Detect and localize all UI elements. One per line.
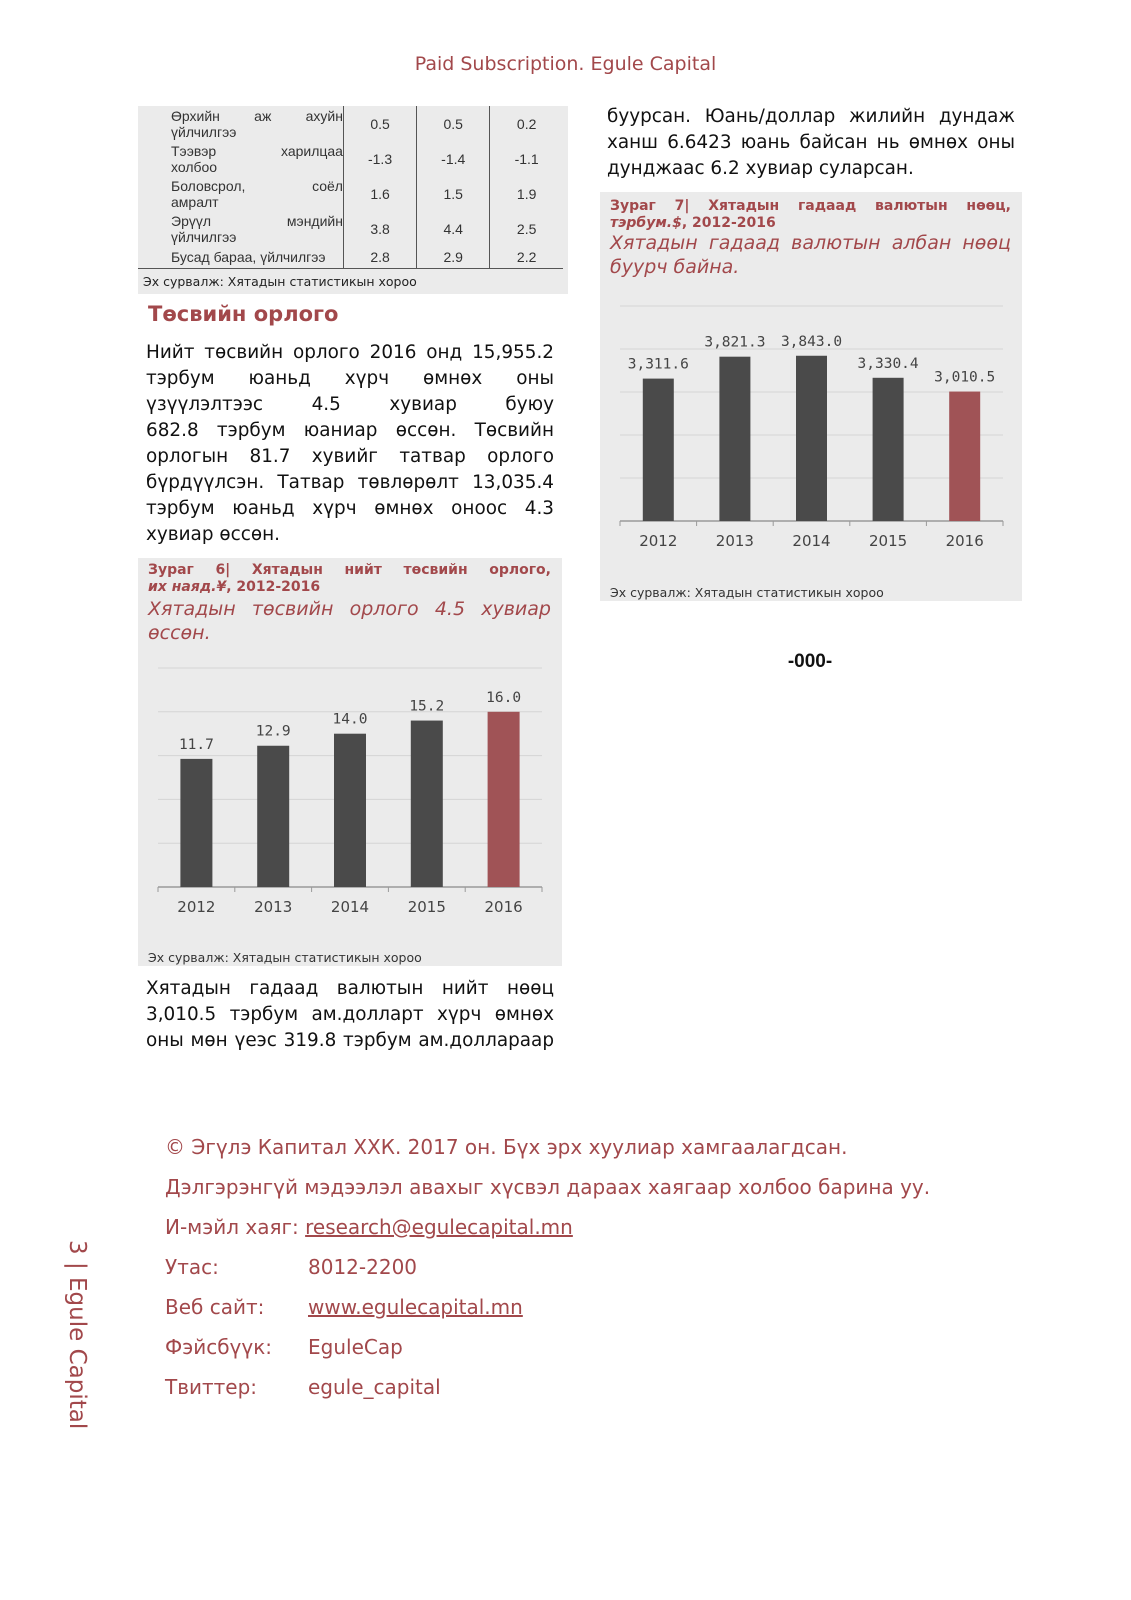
chart6-caption-line1: Зураг 6| Хятадын нийт төсвийн орлого, [148,562,551,578]
email-label: И-мэйл хаяг: [165,1215,299,1239]
table-row-label-line: Өрхийн аж ахуйн [171,107,343,124]
cpi-table [138,106,568,294]
table-cell: 2.9 [417,246,490,268]
chart6-tick-label: 2015 [407,898,446,916]
twitter-label: Твиттер: [165,1375,258,1399]
paragraph-line: орлогын 81.7 хувийг татвар орлого [146,446,554,467]
table-cell: 0.5 [417,106,490,141]
table-cell: -1.4 [417,141,490,176]
chart6-bar-2012 [180,759,212,887]
table-row-label-line: Бусад бараа, үйлчилгээ [171,248,326,265]
page-header: Paid Subscription. Egule Capital [414,53,717,75]
chart6-tick-label: 2012 [177,898,216,916]
table-row-label [138,246,343,268]
table-row-label [138,176,343,211]
budget-paragraph [146,340,554,548]
chart6-data-label: 15.2 [409,698,445,715]
chart6-bar-2015 [411,721,443,887]
chart7-source: Эх сурвалж: Хятадын статистикын хороо [610,585,884,600]
chart6-plot [138,558,562,966]
twitter-value: egule_capital [308,1375,441,1399]
chart7-bar-2016 [949,392,980,521]
paragraph-line: Нийт төсвийн орлого 2016 онд 15,955.2 [146,342,554,363]
chart7-bar-2013 [719,357,750,521]
table-row-label-line: үйлчилгээ [171,123,237,140]
paragraph-line: Хятадын гадаад валютын нийт нөөц [146,978,554,999]
chart7-caption-years: , 2012-2016 [681,215,776,231]
table-row [138,141,563,176]
email-row [165,1213,930,1253]
chart7-data-label: 3,843.0 [780,333,843,350]
paragraph-line: дунджаас 6.2 хувиар суларсан. [607,158,914,179]
chart7-data-label: 3,010.5 [934,369,996,386]
contact-note: Дэлгэрэнгүй мэдээлэл авахыг хүсвэл дараах хаягаар холбоо барина уу. [165,1175,931,1199]
phone-row [165,1253,930,1293]
chart6-bar-2016 [488,712,520,887]
table-row-label-line: Эрүүл мэндийн [171,212,343,229]
web-label: Веб сайт: [165,1295,265,1319]
table-cell: 1.5 [417,176,490,211]
chart7-tick-label: 2012 [639,532,678,550]
twitter-row [165,1373,930,1413]
table-row-label-line: үйлчилгээ [171,228,237,245]
chart6-tick-label: 2016 [484,898,523,916]
footer-contact [165,1133,930,1413]
table-row-label [138,211,343,246]
table-source: Эх сурвалж: Хятадын статистикын хороо [143,274,417,289]
chart7-tick-label: 2016 [945,532,984,550]
chart7-tick-label: 2013 [715,532,754,550]
table-row-label [138,106,343,141]
chart7-data-label: 3,821.3 [704,334,766,351]
chart6-caption-years: , 2012-2016 [226,579,321,595]
chart6-subtitle-line1: Хятадын төсвийн орлого 4.5 хувиар [148,598,551,620]
paragraph-line: буурсан. Юань/доллар жилийн дундаж [607,106,1015,127]
table-cell: -1.3 [343,141,416,176]
table-row-label-line: Тээвэр харилцаа [171,142,343,159]
paragraph-line: оны мөн үеэс 319.8 тэрбум ам.доллараар [146,1030,554,1051]
right-paragraph [607,104,1015,182]
chart7-data-label: 3,330.4 [857,355,919,372]
table-cell: 4.4 [417,211,490,246]
chart7-bar-2012 [643,379,674,521]
paragraph-line: бүрдүүлсэн. Татвар төвлөрөлт 13,035.4 [146,472,554,493]
phone-value: 8012-2200 [308,1255,418,1279]
chart6-data-label: 12.9 [255,723,291,740]
chart7-data-label: 3,311.6 [627,356,689,373]
paragraph-line: 3,010.5 тэрбум ам.долларт хүрч өмнөх [146,1004,554,1025]
table-cell: 2.2 [490,246,563,268]
table-row-label-line: Боловсрол, соёл [171,177,343,194]
chart7-tick-label: 2014 [792,532,831,550]
chart6-data-label: 16.0 [486,689,522,706]
paragraph-line: тэрбум юаньд хүрч өмнөх оны [146,368,554,389]
chart7-caption-line1: Зураг 7| Хятадын гадаад валютын нөөц, [610,198,1011,214]
paragraph-line: 682.8 тэрбум юаниар өссөн. Төсвийн [146,420,554,441]
chart7-bar-2014 [796,356,827,521]
chart6-bar-2013 [257,746,289,887]
table-row-label [138,141,343,176]
chart6-subtitle-line2: өссөн. [148,622,211,644]
paragraph-line: тэрбум юаньд хүрч өмнөх оноос 4.3 [146,498,554,519]
table-cell: 1.9 [490,176,563,211]
table-cell: 2.5 [490,211,563,246]
side-page-label [56,1240,96,1480]
cpi-table-grid [138,106,563,269]
table-row [138,246,563,268]
facebook-label: Фэйсбүүк: [165,1335,273,1359]
reserves-paragraph [146,976,554,1054]
table-row-label-line: холбоо [171,158,218,175]
facebook-value: EguleCap [308,1335,403,1359]
chart6-data-label: 14.0 [332,711,368,728]
chart6-caption-unit: их наяд.¥ [148,579,227,595]
phone-label: Утас: [165,1255,219,1279]
table-row [138,106,563,141]
chart6-source: Эх сурвалж: Хятадын статистикын хороо [148,950,422,965]
table-cell: 0.5 [343,106,416,141]
chart7-subtitle-line2: буурч байна. [610,256,740,278]
table-cell: 1.6 [343,176,416,211]
web-link[interactable]: www.egulecapital.mn [308,1295,523,1319]
chart6-tick-label: 2014 [330,898,370,916]
chart6-data-label: 11.7 [178,736,214,753]
paragraph-line: үзүүлэлтээс 4.5 хувиар буюу [146,394,554,415]
chart7-caption-unit: тэрбум.$ [610,215,682,231]
chart6-bar-2014 [334,734,366,887]
copyright-line: © Эгүлэ Капитал ХХК. 2017 он. Бүх эрх хуулиар хамгаалагдсан. [165,1135,848,1159]
chart7-subtitle-line1: Хятадын гадаад валютын албан нөөц [610,232,1011,254]
section-title: Төсвийн орлого [148,302,339,326]
table-cell: -1.1 [490,141,563,176]
web-row [165,1293,930,1333]
end-mark: -000- [787,651,833,672]
paragraph-line: ханш 6.6423 юань байсан нь өмнөх оны [607,132,1015,153]
chart-budget-revenue [138,558,562,966]
table-cell: 3.8 [343,211,416,246]
chart7-bar-2015 [873,378,904,521]
facebook-row [165,1333,930,1373]
chart-fx-reserves [600,192,1022,601]
paragraph-line: хувиар өссөн. [146,524,280,545]
chart7-plot [600,192,1022,601]
table-cell: 2.8 [343,246,416,268]
chart6-tick-label: 2013 [254,898,293,916]
side-page-text: 3 | Egule Capital [64,1240,90,1430]
email-link[interactable]: research@egulecapital.mn [305,1215,573,1239]
table-row [138,176,563,211]
table-row [138,211,563,246]
table-row-label-line: амралт [171,193,219,210]
chart7-tick-label: 2015 [869,532,908,550]
table-cell: 0.2 [490,106,563,141]
